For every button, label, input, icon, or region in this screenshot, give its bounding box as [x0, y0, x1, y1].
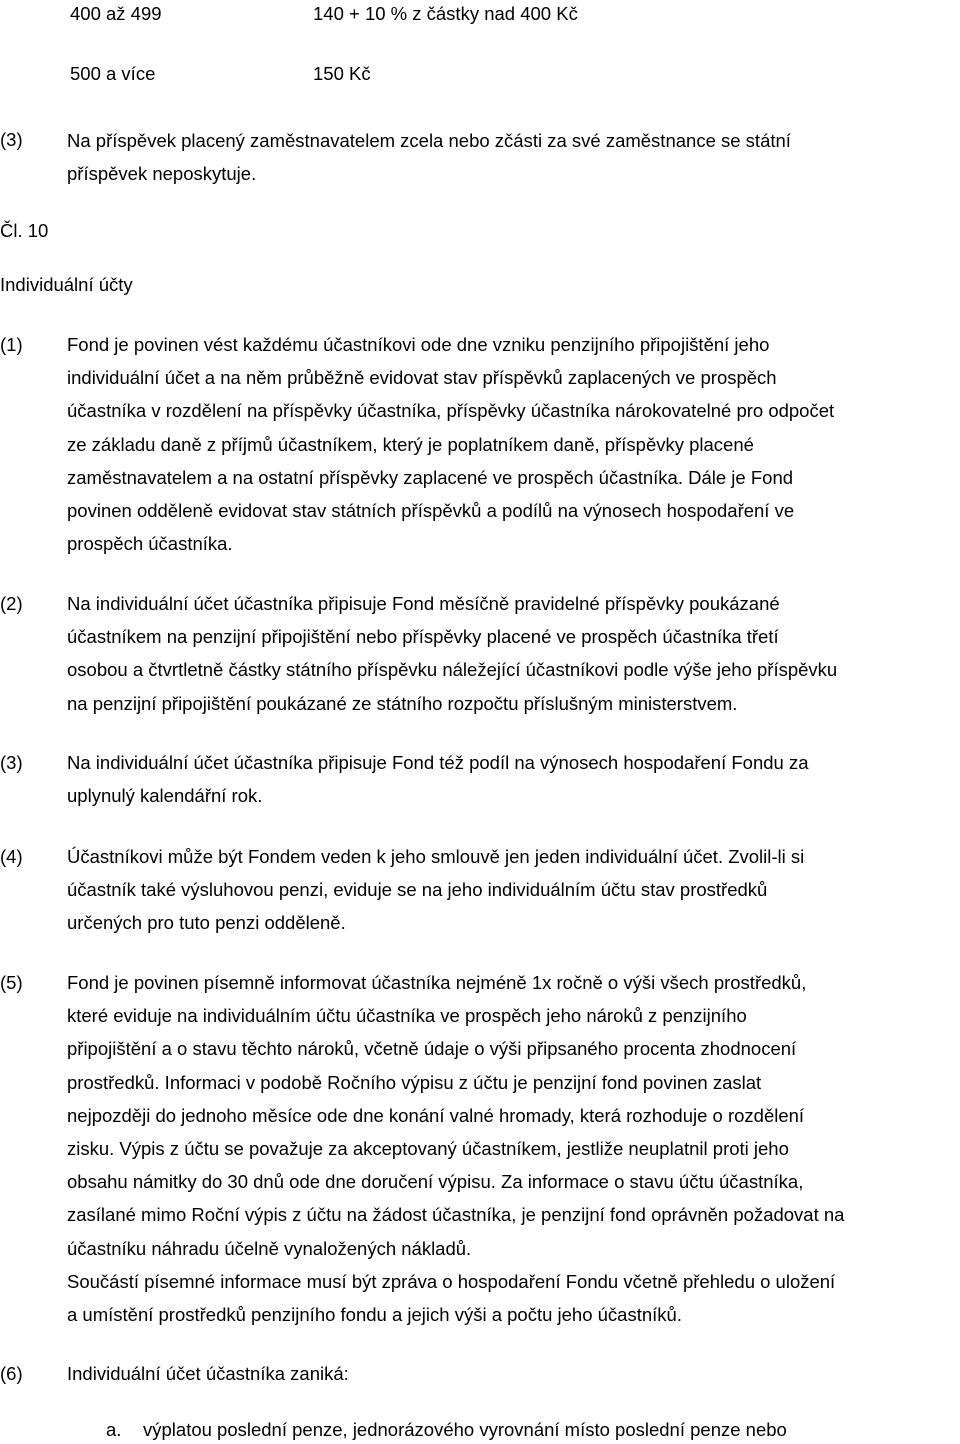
- paragraph-line: příspěvek neposkytuje.: [67, 163, 257, 185]
- list-item-text: výplatou poslední penze, jednorázového vyrovnání místo poslední penze nebo: [143, 1419, 787, 1440]
- paragraph-line: individuální účet a na něm průběžně evidovat stav příspěvků zaplacených ve prospěch: [67, 367, 777, 389]
- paragraph-line: ze základu daně z příjmů účastníkem, který je poplatníkem daně, příspěvky placené: [67, 433, 754, 455]
- paragraph-text: [67, 1357, 960, 1390]
- paragraph-number: (1): [0, 334, 23, 355]
- paragraph-line: zisku. Výpis z účtu se považuje za akceptovaný účastníkem, jestliže neuplatnil proti jeho: [67, 1138, 789, 1160]
- paragraph-line: připojištění a o stavu těchto nároků, včetně údaje o výši připsaného procenta zhodnocení: [67, 1038, 797, 1060]
- paragraph-line: obsahu námitky do 30 dnů ode dne doručení výpisu. Za informace o stavu účtu účastníka,: [67, 1171, 804, 1193]
- paragraph-line: Na příspěvek placený zaměstnavatelem zcela nebo zčásti za své zaměstnance se státní: [67, 130, 791, 151]
- paragraph-text: [67, 966, 960, 1331]
- paragraph-line: Účastníkovi může být Fondem veden k jeho smlouvě jen jeden individuální účet. Zvolil-li si: [67, 846, 805, 867]
- paragraph-line: účastníku náhradu účelně vynaložených nákladů.: [67, 1237, 472, 1259]
- paragraph-line: nejpozději do jednoho měsíce ode dne konání valné hromady, která rozhoduje o rozdělení: [67, 1104, 805, 1126]
- paragraph-line: povinen odděleně evidovat stav státních příspěvků a podílů na výnosech hospodaření ve: [67, 500, 795, 522]
- paragraph-line: zaměstnavatelem a na ostatní příspěvky zaplacené ve prospěch účastníka. Dále je Fond: [67, 466, 794, 488]
- article-title: Individuální účty: [0, 274, 133, 295]
- paragraph-line: Na individuální účet účastníka připisuje Fond též podíl na výnosech hospodaření Fondu za: [67, 752, 809, 773]
- paragraph-text: [67, 840, 960, 940]
- paragraph-line: Na individuální účet účastníka připisuje Fond měsíčně pravidelné příspěvky poukázané: [67, 593, 780, 614]
- paragraph-line: které eviduje na individuálním účtu účastníka ve prospěch jeho nároků z penzijního: [67, 1005, 747, 1027]
- paragraph-line: Fond je povinen vést každému účastníkovi ode dne vzniku penzijního připojištění jeho: [67, 334, 770, 355]
- table-range-1: 400 až 499: [70, 3, 162, 24]
- paragraph-line: účastníka v rozdělení na příspěvky účastníka, příspěvky účastníka nárokovatelné pro odpočet: [67, 400, 835, 422]
- table-amount-1: 140 + 10 % z částky nad 400 Kč: [313, 3, 578, 24]
- paragraph-line: uplynulý kalendářní rok.: [67, 785, 263, 807]
- list-item-marker: a.: [106, 1419, 122, 1440]
- paragraph-number: (3): [0, 752, 23, 773]
- paragraph-line: osobou a čtvrtletně částky státního příspěvku náležející účastníkovi podle výše jeho příspěvku: [67, 659, 838, 681]
- table-amount-2: 150 Kč: [313, 63, 371, 84]
- paragraph-line: zasílané mimo Roční výpis z účtu na žádost účastníka, je penzijní fond oprávněn požadovat na: [67, 1204, 845, 1226]
- paragraph-line: na penzijní připojištění poukázané ze státního rozpočtu příslušným ministerstvem.: [67, 692, 738, 714]
- paragraph-text: [67, 587, 960, 720]
- paragraph-text: [67, 746, 960, 812]
- paragraph-line: a umístění prostředků penzijního fondu a jejich výši a počtu jeho účastníků.: [67, 1304, 682, 1326]
- paragraph-line: účastníkem na penzijní připojištění nebo příspěvky placené ve prospěch účastníka třetí: [67, 626, 779, 648]
- paragraph-line: určených pro tuto penzi odděleně.: [67, 912, 346, 934]
- paragraph-text: [67, 124, 960, 190]
- paragraph-line: prospěch účastníka.: [67, 533, 233, 555]
- paragraph-number: (6): [0, 1363, 23, 1384]
- paragraph-number: (5): [0, 972, 23, 993]
- paragraph-number: (2): [0, 593, 23, 614]
- paragraph-line: Fond je povinen písemně informovat účastníka nejméně 1x ročně o výši všech prostředků,: [67, 972, 807, 993]
- paragraph-line: Součástí písemné informace musí být zpráva o hospodaření Fondu včetně přehledu o uložení: [67, 1270, 836, 1292]
- paragraph-line: účastník také výsluhovou penzi, eviduje se na jeho individuálním účtu stav prostředků: [67, 879, 768, 901]
- paragraph-number: (3): [0, 129, 23, 150]
- table-range-2: 500 a více: [70, 63, 156, 84]
- paragraph-text: [67, 328, 960, 560]
- paragraph-line: prostředků. Informaci v podobě Ročního výpisu z účtu je penzijní fond povinen zaslat: [67, 1071, 762, 1093]
- paragraph-number: (4): [0, 846, 23, 867]
- article-number: Čl. 10: [0, 220, 49, 241]
- paragraph-line: Individuální účet účastníka zaniká:: [67, 1363, 349, 1384]
